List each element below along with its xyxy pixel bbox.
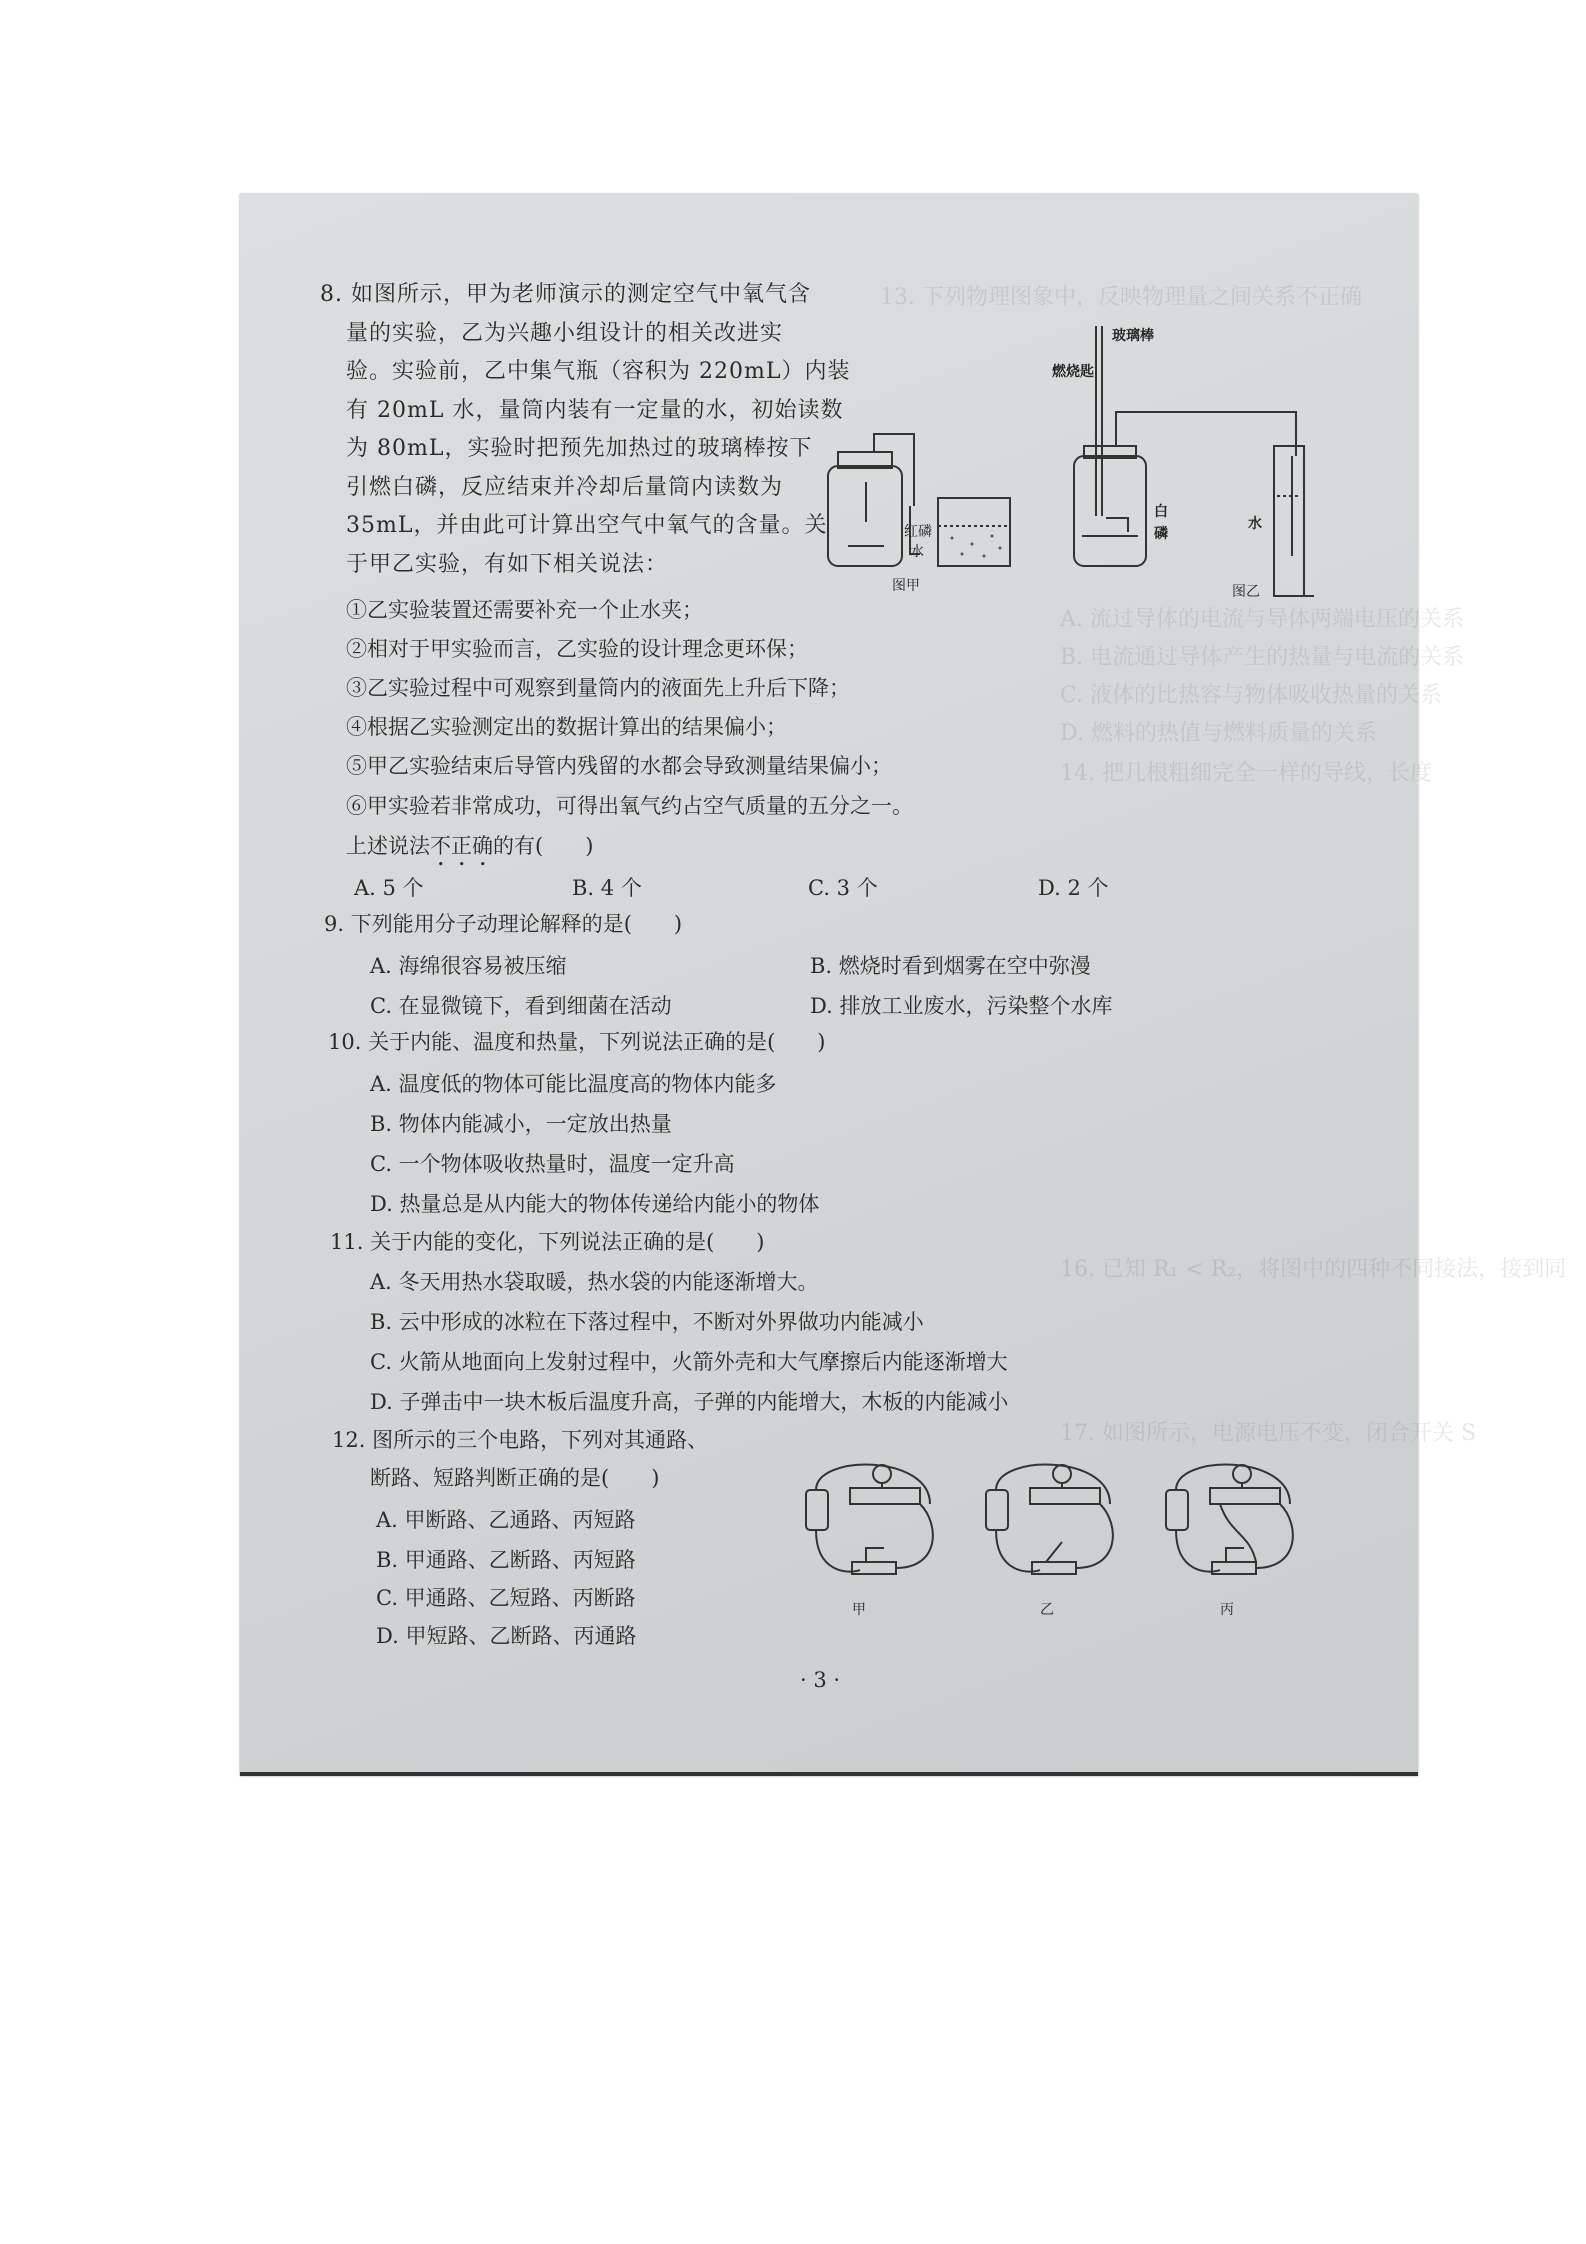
figure-caption-jia: 图甲	[892, 578, 920, 594]
q12-option-b[interactable]: B. 甲通路、乙断路、丙短路	[376, 1548, 636, 1572]
q8-option-c[interactable]: C. 3 个	[808, 876, 878, 900]
question-10-stem: 10. 关于内能、温度和热量，下列说法正确的是( )	[328, 1030, 826, 1054]
q11-option-a[interactable]: A. 冬天用热水袋取暖，热水袋的内能逐渐增大。	[370, 1270, 819, 1294]
emphasized-text: 不正确	[430, 834, 493, 858]
label-water: 水	[1248, 516, 1262, 532]
q9-option-b[interactable]: B. 燃烧时看到烟雾在空中弥漫	[810, 954, 1091, 978]
q9-option-d[interactable]: D. 排放工业废水，污染整个水库	[810, 994, 1113, 1018]
show-through-text: D. 燃料的热值与燃料质量的关系	[1060, 721, 1377, 746]
figure-yi-apparatus	[1052, 306, 1342, 626]
statement-3: ③乙实验过程中可观察到量筒内的液面先上升后下降；	[346, 676, 850, 700]
stem-line: 量的实验，乙为兴趣小组设计的相关改进实	[346, 320, 784, 346]
stem-line: 35mL，并由此可计算出空气中氧气的含量。关	[346, 513, 828, 538]
q10-option-b[interactable]: B. 物体内能减小，一定放出热量	[370, 1112, 672, 1136]
show-through-text: 14. 把几根粗细完全一样的导线，长度	[1060, 761, 1432, 786]
question-8-ask	[346, 828, 593, 871]
ask-text: 上述说法	[346, 834, 430, 858]
question-11-stem: 11. 关于内能的变化，下列说法正确的是( )	[330, 1230, 765, 1254]
q11-option-b[interactable]: B. 云中形成的冰粒在下落过程中，不断对外界做功内能减小	[370, 1310, 924, 1334]
stem-line: 验。实验前，乙中集气瓶（容积为 220mL）内装	[346, 359, 851, 384]
circuit-label-yi: 乙	[1040, 1602, 1054, 1618]
label-combustion-spoon: 燃烧匙	[1052, 364, 1094, 380]
figure-jia-apparatus	[812, 426, 1042, 616]
label-red-phosphorus: 红磷	[904, 524, 932, 540]
show-through-text: 13. 下列物理图象中，反映物理量之间关系不正确	[880, 285, 1362, 310]
label-white-2: 磷	[1154, 526, 1168, 542]
statement-4: ④根据乙实验测定出的数据计算出的结果偏小；	[346, 715, 787, 739]
question-12-stem-2: 断路、短路判断正确的是( )	[370, 1466, 660, 1490]
label-white-1: 白	[1154, 504, 1168, 520]
q8-option-a[interactable]: A. 5 个	[354, 876, 424, 900]
label-glass-rod: 玻璃棒	[1112, 328, 1154, 344]
page-number: · 3 ·	[800, 1668, 841, 1692]
question-8-stem	[320, 276, 851, 584]
ask-text: 的有( )	[493, 834, 594, 858]
statement-1: ①乙实验装置还需要补充一个止水夹；	[346, 598, 703, 622]
circuits-figure	[800, 1444, 1350, 1644]
label-water: 水	[910, 544, 924, 560]
show-through-text: A. 流过导体的电流与导体两端电压的关系	[1060, 607, 1464, 632]
q11-option-c[interactable]: C. 火箭从地面向上发射过程中，火箭外壳和大气摩擦后内能逐渐增大	[370, 1350, 1008, 1374]
stem-line: 为 80mL，实验时把预先加热过的玻璃棒按下	[346, 436, 813, 461]
exam-paper	[240, 194, 1567, 1776]
show-through-text: 17. 如图所示，电源电压不变，闭合开关 S	[1060, 1421, 1477, 1446]
question-12-stem-1: 12. 图所示的三个电路，下列对其通路、	[332, 1428, 709, 1452]
circuit-label-bing: 丙	[1220, 1602, 1234, 1618]
statement-2: ②相对于甲实验而言，乙实验的设计理念更环保；	[346, 637, 808, 661]
q10-option-a[interactable]: A. 温度低的物体可能比温度高的物体内能多	[370, 1072, 777, 1096]
statement-6: ⑥甲实验若非常成功，可得出氧气约占空气质量的五分之一。	[346, 794, 913, 818]
q11-option-d[interactable]: D. 子弹击中一块木板后温度升高，子弹的内能增大，木板的内能减小	[370, 1390, 1009, 1414]
show-through-text: 16. 已知 R₁ < R₂，将图中的四种不同接法，接到同	[1060, 1257, 1567, 1282]
show-through-text: B. 电流通过导体产生的热量与电流的关系	[1060, 645, 1465, 670]
stem-line: 有 20mL 水，量筒内装有一定量的水，初始读数	[346, 397, 844, 423]
q12-option-a[interactable]: A. 甲断路、乙通路、丙短路	[376, 1508, 636, 1532]
q12-option-d[interactable]: D. 甲短路、乙断路、丙通路	[376, 1624, 637, 1648]
circuit-label-jia: 甲	[852, 1602, 866, 1618]
question-9-stem: 9. 下列能用分子动理论解释的是( )	[324, 912, 683, 936]
stem-line: 于甲乙实验，有如下相关说法：	[346, 551, 669, 577]
q9-option-a[interactable]: A. 海绵很容易被压缩	[370, 954, 567, 978]
q12-option-c[interactable]: C. 甲通路、乙短路、丙断路	[376, 1586, 636, 1610]
stem-line: 引燃白磷，反应结束并冷却后量筒内读数为	[346, 474, 784, 500]
show-through-text: C. 液体的比热容与物体吸收热量的关系	[1060, 683, 1443, 708]
q8-option-b[interactable]: B. 4 个	[572, 876, 642, 900]
stem-line: 8. 如图所示，甲为老师演示的测定空气中氧气含	[320, 282, 811, 307]
q10-option-d[interactable]: D. 热量总是从内能大的物体传递给内能小的物体	[370, 1192, 820, 1216]
figure-caption-yi: 图乙	[1232, 584, 1260, 600]
q8-option-d[interactable]: D. 2 个	[1038, 876, 1109, 900]
q9-option-c[interactable]: C. 在显微镜下，看到细菌在活动	[370, 994, 672, 1018]
statement-5: ⑤甲乙实验结束后导管内残留的水都会导致测量结果偏小；	[346, 754, 892, 778]
q10-option-c[interactable]: C. 一个物体吸收热量时，温度一定升高	[370, 1152, 735, 1176]
